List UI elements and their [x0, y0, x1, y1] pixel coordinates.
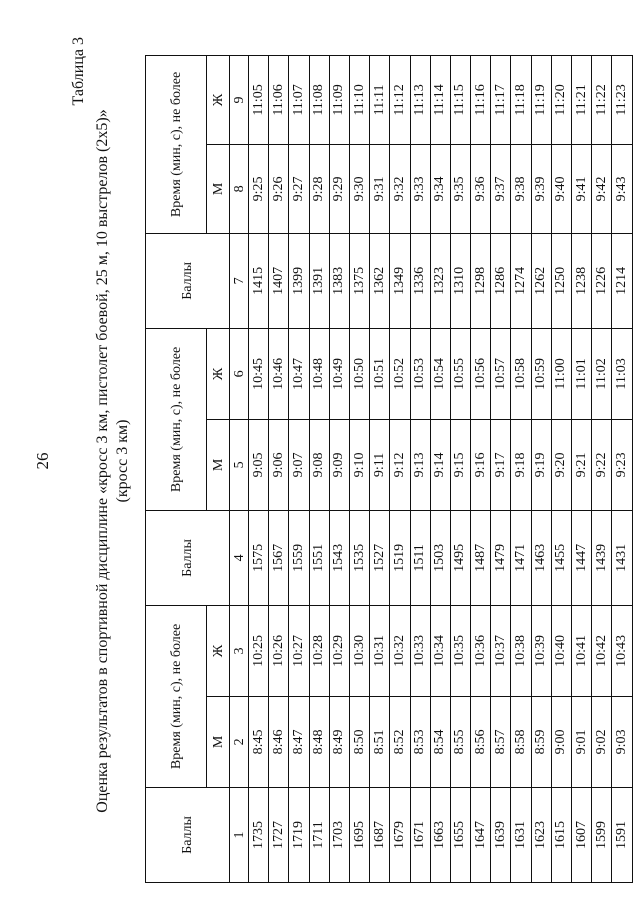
table-cell: 10:40: [551, 605, 571, 696]
table-cell: 9:11: [370, 419, 390, 510]
table-cell: 8:53: [410, 696, 430, 787]
table-cell: 1655: [450, 787, 470, 882]
table-cell: 10:32: [390, 605, 410, 696]
table-cell: 1735: [249, 787, 269, 882]
header-male: М: [207, 696, 230, 787]
table-cell: 9:40: [551, 144, 571, 233]
table-cell: 10:25: [249, 605, 269, 696]
table-cell: 11:18: [511, 56, 531, 145]
table-cell: 1286: [491, 233, 511, 328]
table-cell: 10:47: [289, 328, 309, 419]
table-row: [329, 56, 349, 883]
table-cell: 1727: [269, 787, 289, 882]
table-cell: 8:47: [289, 696, 309, 787]
column-number: 2: [230, 696, 249, 787]
table-cell: 9:43: [612, 144, 632, 233]
table-cell: 1336: [410, 233, 430, 328]
header-time-2: Время (мин, с), не более: [146, 328, 207, 510]
table-cell: 1551: [309, 510, 329, 605]
table-cell: 11:10: [349, 56, 369, 145]
table-cell: 11:11: [370, 56, 390, 145]
table-cell: 9:39: [531, 144, 551, 233]
table-cell: 9:36: [471, 144, 491, 233]
column-number: 5: [230, 419, 249, 510]
table-cell: 10:51: [370, 328, 390, 419]
table-cell: 9:20: [551, 419, 571, 510]
table-cell: 1503: [430, 510, 450, 605]
table-cell: 9:19: [531, 419, 551, 510]
table-cell: 1226: [592, 233, 612, 328]
table-cell: 1647: [471, 787, 491, 882]
table-cell: 1391: [309, 233, 329, 328]
table-cell: 1214: [612, 233, 632, 328]
table-row: [289, 56, 309, 883]
table-row: [349, 56, 369, 883]
table-cell: 10:45: [249, 328, 269, 419]
table-row: [511, 56, 531, 883]
table-cell: 1719: [289, 787, 309, 882]
table-cell: 9:28: [309, 144, 329, 233]
table-cell: 11:01: [572, 328, 592, 419]
table-cell: 10:42: [592, 605, 612, 696]
table-row: [471, 56, 491, 883]
table-row: [269, 56, 289, 883]
table-cell: 10:50: [349, 328, 369, 419]
column-number: 4: [230, 510, 249, 605]
table-cell: 10:26: [269, 605, 289, 696]
table-cell: 1679: [390, 787, 410, 882]
table-cell: 9:14: [430, 419, 450, 510]
table-cell: 10:28: [309, 605, 329, 696]
table-cell: 1447: [572, 510, 592, 605]
table-cell: 1471: [511, 510, 531, 605]
table-cell: 1455: [551, 510, 571, 605]
table-cell: 9:15: [450, 419, 470, 510]
table-cell: 1615: [551, 787, 571, 882]
table-cell: 11:17: [491, 56, 511, 145]
table-cell: 10:39: [531, 605, 551, 696]
table-cell: 1238: [572, 233, 592, 328]
table-subtitle: (кросс 3 км): [114, 419, 131, 503]
table-cell: 1567: [269, 510, 289, 605]
table-cell: 10:46: [269, 328, 289, 419]
table-cell: 1671: [410, 787, 430, 882]
table-row: [410, 56, 430, 883]
table-cell: 10:49: [329, 328, 349, 419]
table-cell: 1479: [491, 510, 511, 605]
table-cell: 1274: [511, 233, 531, 328]
table-cell: 10:52: [390, 328, 410, 419]
table-cell: 9:42: [592, 144, 612, 233]
table-cell: 11:21: [572, 56, 592, 145]
table-cell: 10:35: [450, 605, 470, 696]
table-cell: 11:09: [329, 56, 349, 145]
table-cell: 9:23: [612, 419, 632, 510]
table-cell: 1375: [349, 233, 369, 328]
page-number: 26: [33, 452, 52, 470]
table-cell: 1399: [289, 233, 309, 328]
table-cell: 9:17: [491, 419, 511, 510]
table-row: [572, 56, 592, 883]
table-cell: 9:26: [269, 144, 289, 233]
table-cell: 8:52: [390, 696, 410, 787]
table-cell: 1663: [430, 787, 450, 882]
table-cell: 9:25: [249, 144, 269, 233]
table-cell: 10:29: [329, 605, 349, 696]
table-cell: 9:06: [269, 419, 289, 510]
table-cell: 1639: [491, 787, 511, 882]
table-cell: 9:32: [390, 144, 410, 233]
table-row: [309, 56, 329, 883]
table-cell: 10:33: [410, 605, 430, 696]
table-cell: 1519: [390, 510, 410, 605]
table-cell: 9:22: [592, 419, 612, 510]
table-cell: 1599: [592, 787, 612, 882]
table-cell: 1439: [592, 510, 612, 605]
table-cell: 9:01: [572, 696, 592, 787]
table-cell: 9:37: [491, 144, 511, 233]
table-cell: 9:12: [390, 419, 410, 510]
table-row: [450, 56, 470, 883]
table-cell: 1703: [329, 787, 349, 882]
table-row: [390, 56, 410, 883]
header-female: Ж: [207, 605, 230, 696]
column-number: 7: [230, 233, 249, 328]
table-cell: 10:58: [511, 328, 531, 419]
table-cell: 11:20: [551, 56, 571, 145]
table-cell: 8:51: [370, 696, 390, 787]
table-cell: 8:55: [450, 696, 470, 787]
table-cell: 10:38: [511, 605, 531, 696]
header-points-2: Баллы: [146, 510, 230, 605]
table-cell: 1559: [289, 510, 309, 605]
table-cell: 1535: [349, 510, 369, 605]
table-cell: 10:34: [430, 605, 450, 696]
table-cell: 10:53: [410, 328, 430, 419]
table-cell: 1310: [450, 233, 470, 328]
table-cell: 8:58: [511, 696, 531, 787]
table-cell: 11:19: [531, 56, 551, 145]
table-cell: 1687: [370, 787, 390, 882]
table-cell: 11:15: [450, 56, 470, 145]
header-time-1: Время (мин, с), не более: [146, 605, 207, 787]
table-cell: 10:27: [289, 605, 309, 696]
table-cell: 8:59: [531, 696, 551, 787]
table-cell: 1323: [430, 233, 450, 328]
header-points-3: Баллы: [146, 233, 230, 328]
table-cell: 8:50: [349, 696, 369, 787]
table-cell: 9:08: [309, 419, 329, 510]
table-cell: 11:12: [390, 56, 410, 145]
table-cell: 10:57: [491, 328, 511, 419]
table-cell: 11:08: [309, 56, 329, 145]
header-points-1: Баллы: [146, 787, 230, 882]
table-cell: 9:03: [612, 696, 632, 787]
table-row: [531, 56, 551, 883]
table-cell: 11:02: [592, 328, 612, 419]
table-cell: 9:10: [349, 419, 369, 510]
table-cell: 1527: [370, 510, 390, 605]
table-cell: 11:00: [551, 328, 571, 419]
table-row: [249, 56, 269, 883]
table-cell: 1250: [551, 233, 571, 328]
table-cell: 10:30: [349, 605, 369, 696]
table-row: [592, 56, 612, 883]
table-cell: 11:03: [612, 328, 632, 419]
rotated-content: [33, 33, 627, 889]
table-row: [370, 56, 390, 883]
table-cell: 1407: [269, 233, 289, 328]
table-cell: 1383: [329, 233, 349, 328]
table-cell: 9:34: [430, 144, 450, 233]
table-cell: 9:35: [450, 144, 470, 233]
table-cell: 1298: [471, 233, 491, 328]
table-cell: 9:05: [249, 419, 269, 510]
column-number: 3: [230, 605, 249, 696]
header-female: Ж: [207, 328, 230, 419]
table-cell: 8:46: [269, 696, 289, 787]
table-cell: 11:07: [289, 56, 309, 145]
table-cell: 1362: [370, 233, 390, 328]
table-row: [612, 56, 632, 883]
table-cell: 9:30: [349, 144, 369, 233]
column-number: 9: [230, 56, 249, 145]
table-cell: 1511: [410, 510, 430, 605]
table-cell: 1415: [249, 233, 269, 328]
table-cell: 8:57: [491, 696, 511, 787]
table-cell: 9:21: [572, 419, 592, 510]
table-cell: 1623: [531, 787, 551, 882]
table-cell: 11:06: [269, 56, 289, 145]
table-cell: 8:54: [430, 696, 450, 787]
table-cell: 1695: [349, 787, 369, 882]
table-cell: 9:07: [289, 419, 309, 510]
table-cell: 1431: [612, 510, 632, 605]
table-row: [430, 56, 450, 883]
table-cell: 8:45: [249, 696, 269, 787]
column-number: 1: [230, 787, 249, 882]
table-cell: 9:33: [410, 144, 430, 233]
table-body: [249, 56, 633, 883]
table-cell: 9:29: [329, 144, 349, 233]
results-table: [145, 55, 633, 883]
header-male: М: [207, 419, 230, 510]
table-cell: 1463: [531, 510, 551, 605]
header-time-3: Время (мин, с), не более: [146, 56, 207, 234]
table-cell: 1607: [572, 787, 592, 882]
table-cell: 11:22: [592, 56, 612, 145]
table-cell: 1711: [309, 787, 329, 882]
table-row: [551, 56, 571, 883]
table-cell: 9:00: [551, 696, 571, 787]
column-number: 8: [230, 144, 249, 233]
table-cell: 10:55: [450, 328, 470, 419]
table-cell: 8:56: [471, 696, 491, 787]
table-cell: 9:02: [592, 696, 612, 787]
table-cell: 10:31: [370, 605, 390, 696]
table-cell: 10:48: [309, 328, 329, 419]
table-cell: 1575: [249, 510, 269, 605]
table-title: Оценка результатов в спортивной дисциплине «кросс 3 км, пистолет боевой, 25 м, 10 выстрелов (2x5)»: [94, 109, 111, 813]
table-cell: 1495: [450, 510, 470, 605]
table-cell: 1631: [511, 787, 531, 882]
table-label: Таблица 3: [70, 37, 87, 106]
table-cell: 9:38: [511, 144, 531, 233]
table-cell: 9:16: [471, 419, 491, 510]
table-cell: 8:49: [329, 696, 349, 787]
table-cell: 11:05: [249, 56, 269, 145]
table-cell: 10:36: [471, 605, 491, 696]
table-cell: 9:41: [572, 144, 592, 233]
table-cell: 1543: [329, 510, 349, 605]
table-cell: 10:59: [531, 328, 551, 419]
table-cell: 1487: [471, 510, 491, 605]
table-cell: 1349: [390, 233, 410, 328]
table-cell: 11:13: [410, 56, 430, 145]
table-cell: 11:16: [471, 56, 491, 145]
table-cell: 8:48: [309, 696, 329, 787]
table-cell: 9:13: [410, 419, 430, 510]
header-male: М: [207, 144, 230, 233]
table-cell: 10:41: [572, 605, 592, 696]
table-cell: 9:18: [511, 419, 531, 510]
table-cell: 9:09: [329, 419, 349, 510]
column-number-row: [230, 56, 249, 883]
table-cell: 11:23: [612, 56, 632, 145]
header-female: Ж: [207, 56, 230, 145]
table-cell: 9:31: [370, 144, 390, 233]
table-row: [491, 56, 511, 883]
table-cell: 11:14: [430, 56, 450, 145]
table-cell: 1591: [612, 787, 632, 882]
table-cell: 10:54: [430, 328, 450, 419]
table-cell: 10:43: [612, 605, 632, 696]
table-cell: 9:27: [289, 144, 309, 233]
table-cell: 10:56: [471, 328, 491, 419]
table-cell: 10:37: [491, 605, 511, 696]
table-cell: 1262: [531, 233, 551, 328]
column-number: 6: [230, 328, 249, 419]
